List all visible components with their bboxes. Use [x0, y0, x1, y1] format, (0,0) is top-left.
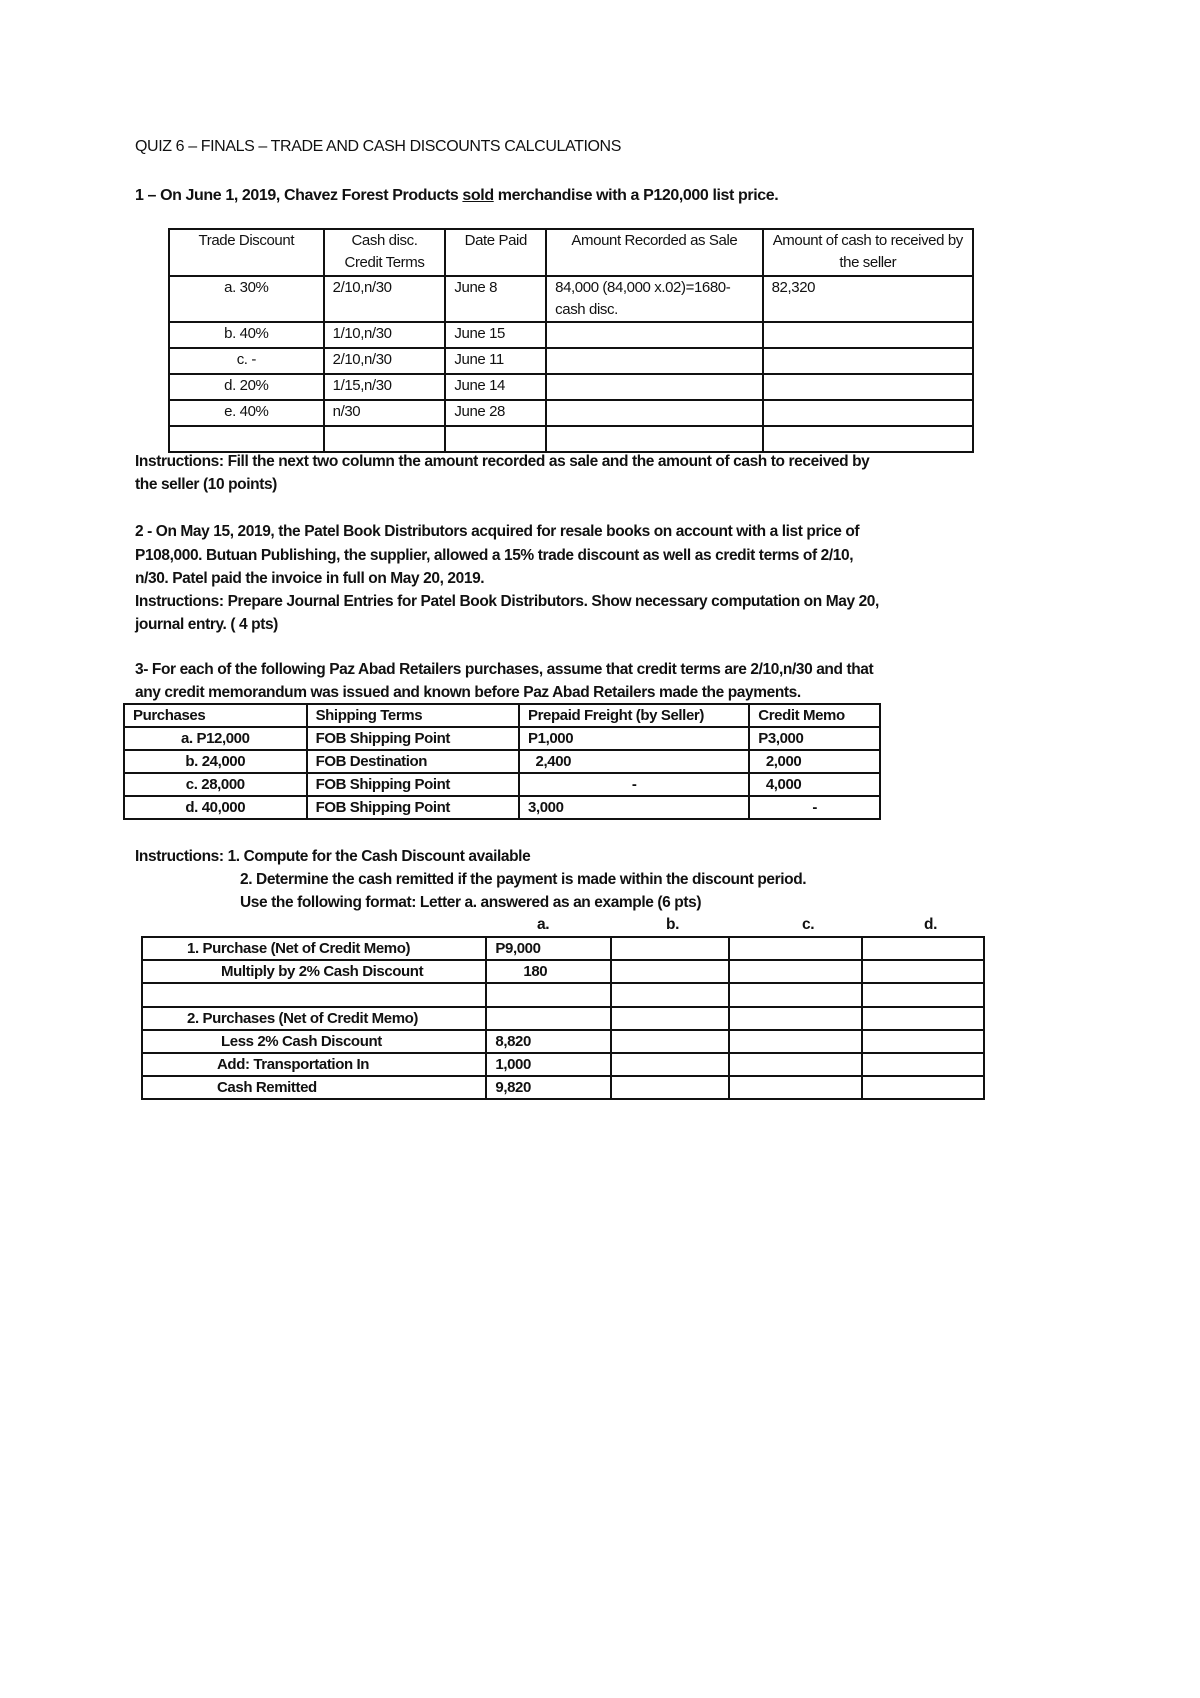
- cell: d. 40,000: [124, 796, 307, 819]
- cell[interactable]: [611, 960, 729, 983]
- cell: 4,000: [749, 773, 880, 796]
- cell: Multiply by 2% Cash Discount: [142, 960, 486, 983]
- table-row: [142, 937, 984, 960]
- cell: June 15: [445, 322, 546, 348]
- table-row: [169, 426, 973, 452]
- cell: FOB Shipping Point: [307, 796, 519, 819]
- table-row: [124, 727, 880, 750]
- cell: P9,000: [486, 937, 611, 960]
- q3-instructions-2: 2. Determine the cash remitted if the payment is made within the discount period.: [240, 871, 807, 888]
- cell: [486, 1007, 611, 1030]
- header-cell: Credit Memo: [749, 704, 880, 727]
- cell[interactable]: [862, 983, 984, 1007]
- cell[interactable]: [611, 1007, 729, 1030]
- cell: [142, 983, 486, 1007]
- table-row: [169, 400, 973, 426]
- column-label-b: b.: [666, 916, 679, 933]
- cell[interactable]: [546, 322, 762, 348]
- table-row: [142, 1030, 984, 1053]
- q3-line: 3- For each of the following Paz Abad Retailers purchases, assume that credit terms are 2/10,n/30 and that: [135, 661, 874, 678]
- cell[interactable]: [862, 1076, 984, 1099]
- cell: c. 28,000: [124, 773, 307, 796]
- cell: [763, 426, 973, 452]
- cell: n/30: [324, 400, 446, 426]
- table-row: [124, 750, 880, 773]
- cell: 84,000 (84,000 x.02)=1680-cash disc.: [546, 276, 762, 322]
- cell[interactable]: [763, 400, 973, 426]
- cell[interactable]: [611, 1076, 729, 1099]
- cell: June 28: [445, 400, 546, 426]
- q1-underlined: sold: [462, 187, 494, 204]
- question-1-text: [135, 187, 778, 205]
- cell: FOB Shipping Point: [307, 727, 519, 750]
- cell: c. -: [169, 348, 324, 374]
- table-row: [142, 1076, 984, 1099]
- cell[interactable]: [729, 937, 863, 960]
- cell: Cash Remitted: [142, 1076, 486, 1099]
- cell: June 14: [445, 374, 546, 400]
- cell[interactable]: [763, 322, 973, 348]
- header-cell: Trade Discount: [169, 229, 324, 276]
- cell: e. 40%: [169, 400, 324, 426]
- cell: Add: Transportation In: [142, 1053, 486, 1076]
- cell: 2,000: [749, 750, 880, 773]
- cell: [445, 426, 546, 452]
- cell: 180: [486, 960, 611, 983]
- cell: 1. Purchase (Net of Credit Memo): [142, 937, 486, 960]
- q2-line: P108,000. Butuan Publishing, the supplier, allowed a 15% trade discount as well as credit terms of 2/10,: [135, 547, 854, 564]
- cell[interactable]: [546, 348, 762, 374]
- table-header: [169, 229, 973, 276]
- table-row: [169, 276, 973, 322]
- cell[interactable]: [763, 374, 973, 400]
- header-cell: Date Paid: [445, 229, 546, 276]
- header-cell: Shipping Terms: [307, 704, 519, 727]
- cell[interactable]: [611, 937, 729, 960]
- cell: June 11: [445, 348, 546, 374]
- cell: [169, 426, 324, 452]
- cell[interactable]: [862, 1007, 984, 1030]
- cell: [486, 983, 611, 1007]
- cell: P1,000: [519, 727, 749, 750]
- header-cell: Prepaid Freight (by Seller): [519, 704, 749, 727]
- cell: b. 40%: [169, 322, 324, 348]
- cell[interactable]: [546, 374, 762, 400]
- column-label-a: a.: [537, 916, 550, 933]
- cell[interactable]: [729, 1030, 863, 1053]
- cell[interactable]: [862, 1053, 984, 1076]
- answer-format-table: [141, 936, 985, 1100]
- table-row: [142, 1053, 984, 1076]
- table-row: [142, 960, 984, 983]
- q3-line: any credit memorandum was issued and known before Paz Abad Retailers made the payments.: [135, 684, 801, 701]
- cell: a. 30%: [169, 276, 324, 322]
- q2-instructions: Instructions: Prepare Journal Entries for Patel Book Distributors. Show necessary computation on May 20,: [135, 593, 879, 610]
- table-row: [142, 1007, 984, 1030]
- cell[interactable]: [729, 960, 863, 983]
- table-row: [169, 348, 973, 374]
- cell: June 8: [445, 276, 546, 322]
- q2-instructions-cont: journal entry. ( 4 pts): [135, 616, 278, 633]
- header-cell: Purchases: [124, 704, 307, 727]
- cell: b. 24,000: [124, 750, 307, 773]
- cell[interactable]: [763, 348, 973, 374]
- cell: 1/10,n/30: [324, 322, 446, 348]
- cell: 1/15,n/30: [324, 374, 446, 400]
- cell[interactable]: [729, 1007, 863, 1030]
- q1-instructions: Instructions: Fill the next two column the amount recorded as sale and the amount of cash to received by: [135, 453, 870, 470]
- header-cell: Amount of cash to received by the seller: [763, 229, 973, 276]
- cell: FOB Destination: [307, 750, 519, 773]
- cell[interactable]: [862, 937, 984, 960]
- column-label-c: c.: [802, 916, 815, 933]
- cell: d. 20%: [169, 374, 324, 400]
- cell: -: [749, 796, 880, 819]
- cell: 2,400: [519, 750, 749, 773]
- column-label-d: d.: [924, 916, 937, 933]
- cell: 1,000: [486, 1053, 611, 1076]
- table-row: [169, 322, 973, 348]
- cell: 82,320: [763, 276, 973, 322]
- cell: FOB Shipping Point: [307, 773, 519, 796]
- table-row: [142, 983, 984, 1007]
- cell[interactable]: [611, 1053, 729, 1076]
- cell: [546, 426, 762, 452]
- q1-instructions-cont: the seller (10 points): [135, 476, 277, 493]
- q2-line: n/30. Patel paid the invoice in full on May 20, 2019.: [135, 570, 485, 587]
- cell: 3,000: [519, 796, 749, 819]
- cell: P3,000: [749, 727, 880, 750]
- table-row: [124, 796, 880, 819]
- cell[interactable]: [729, 1053, 863, 1076]
- purchases-table: [123, 703, 881, 820]
- q1-pre: 1 – On June 1, 2019, Chavez Forest Products: [135, 187, 463, 204]
- table-header: [124, 704, 880, 727]
- page-title: QUIZ 6 – FINALS – TRADE AND CASH DISCOUNTS CALCULATIONS: [135, 138, 621, 155]
- cell[interactable]: [546, 400, 762, 426]
- q3-instructions: Instructions: 1. Compute for the Cash Discount available: [135, 848, 531, 865]
- cell[interactable]: [862, 960, 984, 983]
- header-cell: Cash disc. Credit Terms: [324, 229, 446, 276]
- q2-line: 2 - On May 15, 2019, the Patel Book Distributors acquired for resale books on account with a list price of: [135, 523, 860, 540]
- table-row: [169, 374, 973, 400]
- q3-instructions-3: Use the following format: Letter a. answered as an example (6 pts): [240, 894, 702, 911]
- cell: -: [519, 773, 749, 796]
- cell[interactable]: [611, 1030, 729, 1053]
- cell[interactable]: [862, 1030, 984, 1053]
- cell: Less 2% Cash Discount: [142, 1030, 486, 1053]
- table-row: [124, 773, 880, 796]
- cell: 2/10,n/30: [324, 276, 446, 322]
- cell: [324, 426, 446, 452]
- trade-discount-table: [168, 228, 974, 453]
- cell: 8,820: [486, 1030, 611, 1053]
- cell: 2. Purchases (Net of Credit Memo): [142, 1007, 486, 1030]
- cell[interactable]: [729, 983, 863, 1007]
- cell: 9,820: [486, 1076, 611, 1099]
- cell: a. P12,000: [124, 727, 307, 750]
- cell[interactable]: [729, 1076, 863, 1099]
- cell: 2/10,n/30: [324, 348, 446, 374]
- cell[interactable]: [611, 983, 729, 1007]
- header-cell: Amount Recorded as Sale: [546, 229, 762, 276]
- q1-post: merchandise with a P120,000 list price.: [493, 187, 779, 204]
